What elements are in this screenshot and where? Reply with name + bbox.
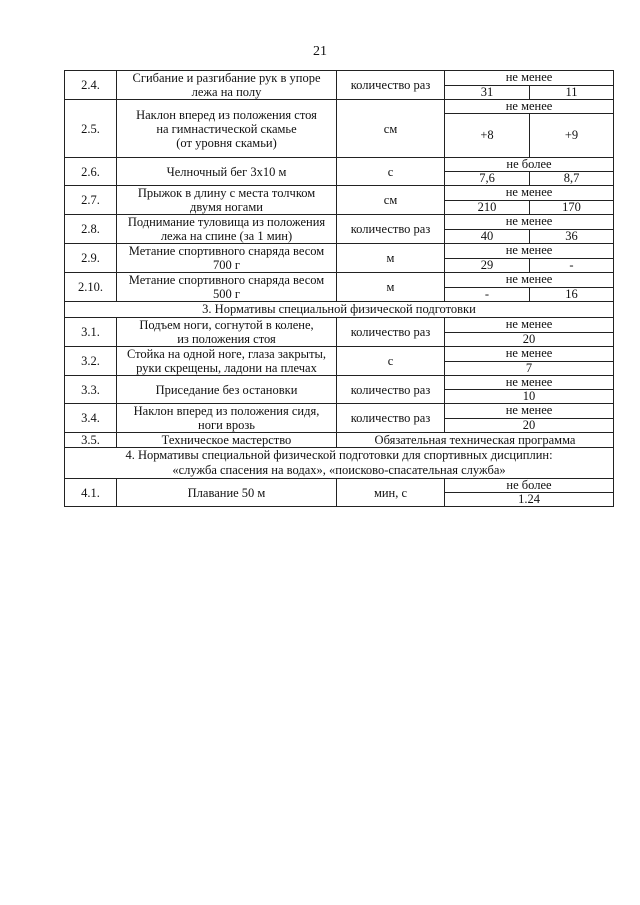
unit: количество раз (337, 376, 445, 404)
condition: не менее (445, 100, 614, 114)
condition: не менее (445, 186, 614, 201)
value: 7 (445, 361, 614, 376)
value-1: 31 (445, 85, 530, 100)
row-number: 2.4. (65, 71, 117, 100)
exercise-name: Наклон вперед из положения сидя, ноги врозь (117, 404, 337, 433)
exercise-name: Поднимание туловища из положения лежа на спине (за 1 мин) (117, 215, 337, 244)
unit: количество раз (337, 318, 445, 347)
value-2: 36 (530, 229, 614, 244)
condition: не менее (445, 347, 614, 362)
exercise-name: Сгибание и разгибание рук в упоре лежа на полу (117, 71, 337, 100)
exercise-name: Техническое мастерство (117, 433, 337, 448)
unit: мин, с (337, 479, 445, 507)
value-1: 7,6 (445, 172, 530, 186)
row-number: 2.6. (65, 158, 117, 186)
exercise-name: Метание спортивного снаряда весом 700 г (117, 244, 337, 273)
value-1: +8 (445, 114, 530, 158)
row-number: 2.7. (65, 186, 117, 215)
row-number: 3.4. (65, 404, 117, 433)
exercise-name: Наклон вперед из положения стоя на гимнастической скамье (от уровня скамьи) (117, 100, 337, 158)
unit: с (337, 347, 445, 376)
condition: не менее (445, 404, 614, 419)
value-2: +9 (530, 114, 614, 158)
row-number: 2.10. (65, 273, 117, 302)
row-number: 3.5. (65, 433, 117, 448)
value-1: 29 (445, 258, 530, 273)
unit: м (337, 244, 445, 273)
row-number: 3.1. (65, 318, 117, 347)
unit: количество раз (337, 215, 445, 244)
unit: см (337, 186, 445, 215)
unit: м (337, 273, 445, 302)
exercise-name: Прыжок в длину с места толчком двумя ногами (117, 186, 337, 215)
value-2: 16 (530, 287, 614, 302)
exercise-name: Стойка на одной ноге, глаза закрыты, руки скрещены, ладони на плечах (117, 347, 337, 376)
condition: не менее (445, 318, 614, 333)
condition: не менее (445, 273, 614, 288)
row-number: 2.8. (65, 215, 117, 244)
condition: не менее (445, 71, 614, 86)
program: Обязательная техническая программа (337, 433, 614, 448)
norms-table (64, 70, 614, 507)
value-2: 11 (530, 85, 614, 100)
row-number: 2.5. (65, 100, 117, 158)
condition: не менее (445, 215, 614, 230)
value: 20 (445, 332, 614, 347)
unit: количество раз (337, 71, 445, 100)
section-title: 4. Нормативы специальной физической подготовки для спортивных дисциплин: «служба спасения на водах», «поисково-спасательная служба» (65, 448, 614, 479)
section-title: 3. Нормативы специальной физической подготовки (65, 302, 614, 318)
exercise-name: Метание спортивного снаряда весом 500 г (117, 273, 337, 302)
unit: количество раз (337, 404, 445, 433)
exercise-name: Плавание 50 м (117, 479, 337, 507)
value-2: 8,7 (530, 172, 614, 186)
value-2: 170 (530, 200, 614, 215)
unit: см (337, 100, 445, 158)
exercise-name: Приседание без остановки (117, 376, 337, 404)
value: 1.24 (445, 493, 614, 507)
condition: не более (445, 479, 614, 493)
page-number: 21 (313, 44, 327, 59)
condition: не менее (445, 244, 614, 259)
unit: с (337, 158, 445, 186)
value-2: - (530, 258, 614, 273)
row-number: 3.2. (65, 347, 117, 376)
value-1: 210 (445, 200, 530, 215)
exercise-name: Подъем ноги, согнутой в колене, из положения стоя (117, 318, 337, 347)
value: 10 (445, 390, 614, 404)
value-1: 40 (445, 229, 530, 244)
value-1: - (445, 287, 530, 302)
row-number: 3.3. (65, 376, 117, 404)
exercise-name: Челночный бег 3х10 м (117, 158, 337, 186)
value: 20 (445, 418, 614, 433)
row-number: 2.9. (65, 244, 117, 273)
row-number: 4.1. (65, 479, 117, 507)
condition: не более (445, 158, 614, 172)
condition: не менее (445, 376, 614, 390)
